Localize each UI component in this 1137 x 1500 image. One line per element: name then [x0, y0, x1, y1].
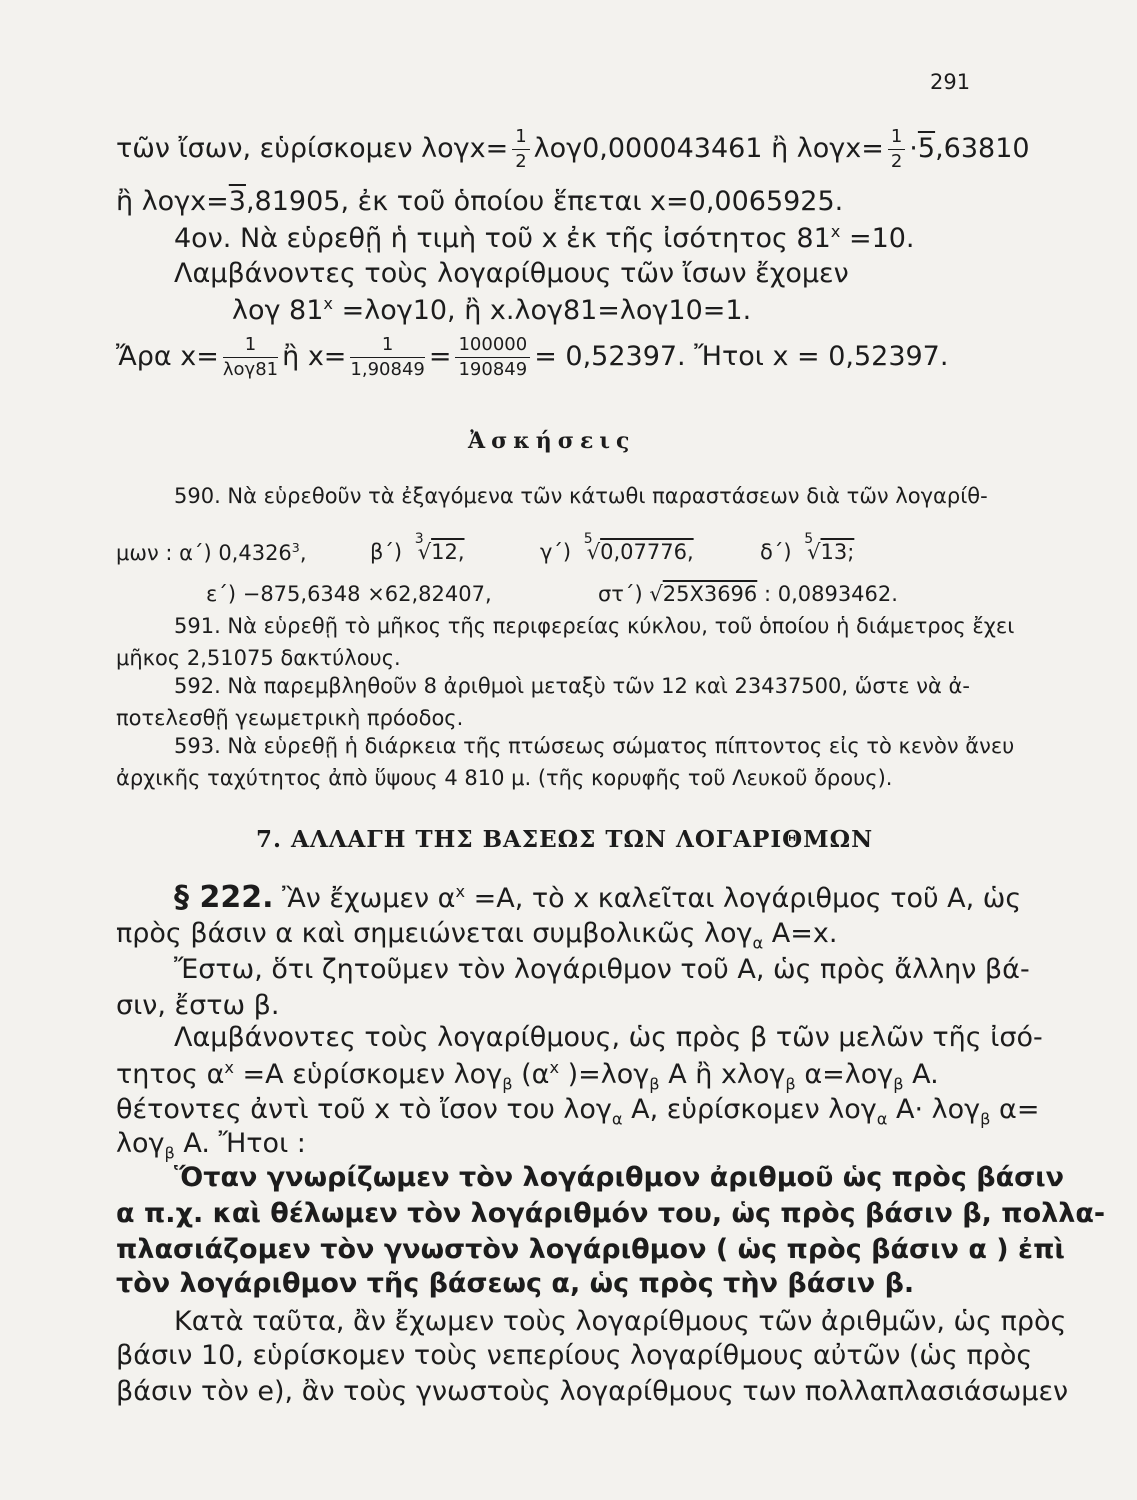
exercise-592-line-2: ποτελεσθῇ γεωμετρικὴ πρόοδος. [116, 706, 464, 730]
section-p3-line-3: θέτοντες ἀντὶ τοῦ x τὸ ἴσον του λογ$_\alpha$ A, εὑρίσκομεν λογ$_\alpha$ A· λογ$_\beta$ α= [116, 1094, 1040, 1129]
exercise-590-line-3b: στ΄) √25X3696 : 0,0893462. [598, 582, 898, 606]
fraction-2: $\frac{1}{1,90849}$ [350, 334, 425, 380]
fraction-1: $\frac{1}{\text{λογ81}}$ [222, 334, 279, 380]
root-symbol: $^5$√13; [804, 531, 855, 564]
exercise-590-line-2: μων : α΄) 0,4326$^3$, [116, 540, 307, 565]
exercise-590-line-3a: ε΄) −875,6348 ×62,82407, [206, 582, 492, 606]
section-p2-line-2: σιν, ἔστω β. [116, 990, 280, 1021]
section-p2-line-1: Ἔστω, ὅτι ζητοῦμεν τὸν λογάριθμον τοῦ A, ὡς πρὸς ἄλλην βά- [174, 954, 1030, 985]
section-p1-line-1: § 222. Ἂν ἔχωμεν $\alpha^x =A$, τὸ x καλεῖται λογάριθμος τοῦ A, ὡς [174, 880, 1022, 915]
section-p3-line-2: τητος $\alpha^x =A$ εὑρίσκομεν λογ$_\beta$ ($\alpha^x$ )=λογ$_\beta$ A ἢ xλογ$_\beta$ α=λογ$_\beta$ A. [116, 1058, 939, 1094]
section-p4-line-2: βάσιν 10, εὑρίσκομεν τοὺς νεπερίους λογαρίθμους αὐτῶν (ὡς πρὸς [116, 1340, 1033, 1371]
page-number: 291 [930, 70, 971, 94]
exercises-heading: Ἀσκήσεις [468, 428, 636, 454]
prev-line-2: ἢ λογx=3,81905, ἐκ τοῦ ὁποίου ἕπεται x=0,0065925. [116, 186, 844, 217]
section-p4-line-1: Κατὰ ταῦτα, ἂν ἔχωμεν τοὺς λογαρίθμους τῶν ἀριθμῶν, ὡς πρὸς [174, 1306, 1067, 1337]
paragraph-sign: § 222. [174, 880, 274, 915]
exercise-590-b: β΄) $^3$√12, [370, 531, 465, 564]
exercise-593-line-2: ἀρχικῆς ταχύτητος ἀπὸ ὕψους 4 810 μ. (τῆς κορυφῆς τοῦ Λευκοῦ ὄρους). [116, 766, 893, 790]
section-p3-line-1: Λαμβάνοντες τοὺς λογαρίθμους, ὡς πρὸς β τῶν μελῶν τῆς ἰσό- [174, 1022, 1043, 1053]
exercise-592-line-1: 592. Νὰ παρεμβληθοῦν 8 ἀριθμοὶ μεταξὺ τῶν 12 καὶ 23437500, ὥστε νὰ ἀ- [174, 674, 970, 698]
section-p3-line-4: λογ$_\beta$ A. Ἤτοι : [116, 1128, 306, 1163]
exercise-591-line-1: 591. Νὰ εὑρεθῇ τὸ μῆκος τῆς περιφερείας κύκλου, τοῦ ὁποίου ἡ διάμετρος ἔχει [174, 614, 1015, 638]
prev-line-3: 4ον. Νὰ εὑρεθῇ ἡ τιμὴ τοῦ x ἐκ τῆς ἰσότητος $81^x =10$. [174, 222, 915, 254]
exercise-591-line-2: μῆκος 2,51075 δακτύλους. [116, 646, 401, 670]
prev-line-5: λογ $81^x =\lambda o\gamma 10$, ἢ x.λογ81=λογ10=1. [232, 294, 752, 326]
fraction-half-1: $\frac{1}{2}$ [512, 128, 529, 171]
root-symbol: $^5$√0,07776, [583, 531, 694, 564]
fraction-3: $\frac{100000}{190849}$ [455, 336, 530, 379]
rule-line-1: Ὅταν γνωρίζωμεν τὸν λογάριθμον ἀριθμοῦ ὡς πρὸς βάσιν [174, 1162, 1065, 1193]
root-symbol: √25X3696 [649, 582, 758, 606]
exercise-590-d: δ΄) $^5$√13; [760, 531, 855, 564]
rule-line-3: πλασιάζομεν τὸν γνωστὸν λογάριθμον ( ὡς πρὸς βάσιν α ) ἐπὶ [116, 1234, 1065, 1265]
prev-line-1: τῶν ἴσων, εὑρίσκομεν λογx= $\frac{1}{2}$ λογ0,000043461 ἢ λογx= $\frac{1}{2}$ ·5,63810 [116, 126, 1030, 172]
exercise-590-line-1: 590. Νὰ εὑρεθοῦν τὰ ἐξαγόμενα τῶν κάτωθι παραστάσεων διὰ τῶν λογαρίθ- [174, 484, 988, 508]
root-symbol: $^3$√12, [414, 531, 465, 564]
fraction-half-2: $\frac{1}{2}$ [888, 128, 905, 171]
exercise-593-line-1: 593. Νὰ εὑρεθῇ ἡ διάρκεια τῆς πτώσεως σώματος πίπτοντος εἰς τὸ κενὸν ἄνευ [174, 734, 1015, 758]
section-title: 7. ΑΛΛΑΓΗ ΤΗΣ ΒΑΣΕΩΣ ΤΩΝ ΛΟΓΑΡΙΘΜΩΝ [256, 826, 874, 853]
prev-line-6: Ἄρα x= $\frac{1}{\text{λογ81}}$ ἢ x= $\frac{1}{1,90849}$ = $\frac{100000}{190849}$ = 0,52397. Ἤτοι x = 0,52397. [116, 334, 949, 380]
section-p1-line-2: πρὸς βάσιν α καὶ σημειώνεται συμβολικῶς λογ$_\alpha$ A=x. [116, 918, 838, 953]
exercise-590-c: γ΄) $^5$√0,07776, [540, 531, 694, 564]
rule-line-4: τὸν λογάριθμον τῆς βάσεως α, ὡς πρὸς τὴν βάσιν β. [116, 1268, 915, 1299]
rule-line-2: α π.χ. καὶ θέλωμεν τὸν λογάριθμόν του, ὡς πρὸς βάσιν β, πολλα- [116, 1198, 1106, 1229]
section-p4-line-3: βάσιν τὸν e), ἂν τοὺς γνωστοὺς λογαρίθμους των πολλαπλασιάσωμεν [116, 1376, 1069, 1407]
prev-line-4: Λαμβάνοντες τοὺς λογαρίθμους τῶν ἴσων ἔχομεν [174, 258, 849, 289]
